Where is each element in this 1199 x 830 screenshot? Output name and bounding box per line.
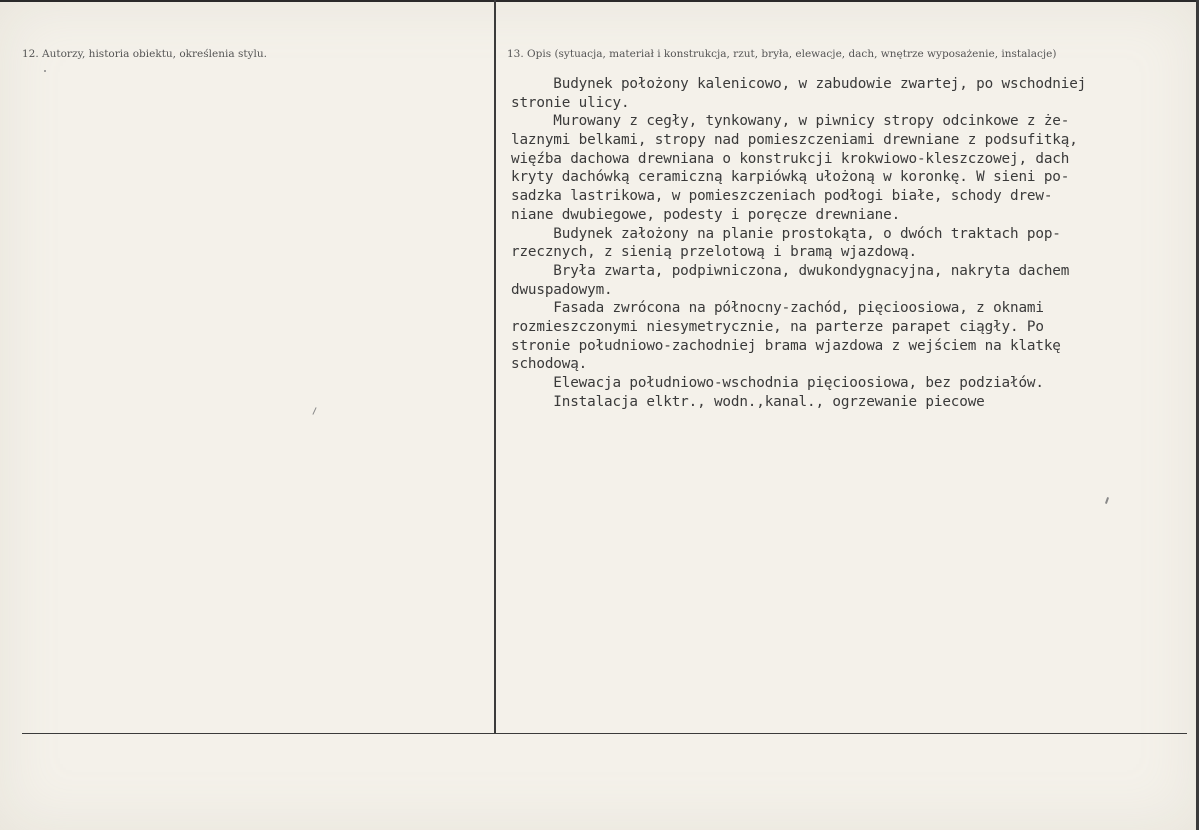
description-line: niane dwubiegowe, podesty i poręcze drewniane.	[511, 206, 901, 223]
paper-speck	[312, 407, 316, 415]
description-line: Budynek położony kalenicowo, w zabudowie zwartej, po wschodniej	[511, 76, 1087, 92]
paper-speck	[1105, 497, 1109, 504]
field-12-label: 12. Autorzy, historia obiektu, określenia stylu.	[22, 48, 267, 60]
description-text	[511, 75, 1191, 411]
description-line: sadzka lastrikowa, w pomieszczeniach podłogi białe, schody drew-	[511, 188, 1053, 205]
description-line: Budynek założony na planie prostokąta, o dwóch traktach pop-	[511, 225, 1061, 242]
description-line: więźba dachowa drewniana o konstrukcji krokwiowo-kleszczowej, dach	[511, 150, 1070, 167]
description-line: Instalacja elktr., wodn.,kanal., ogrzewanie piecowe	[511, 393, 985, 410]
column-divider	[494, 0, 496, 733]
bottom-rule	[22, 733, 1187, 734]
field-13-label: 13. Opis (sytuacja, materiał i konstrukcja, rzut, bryła, elewacje, dach, wnętrze wyposażenie, instalacje)	[507, 48, 1057, 60]
description-line: Elewacja południowo-wschodnia pięcioosiowa, bez podziałów.	[511, 375, 1044, 391]
description-line: schodową.	[511, 356, 588, 373]
description-line: Bryła zwarta, podpiwniczona, dwukondygnacyjna, nakryta dachem	[511, 262, 1070, 279]
description-line: kryty dachówką ceramiczną karpiówką ułożoną w koronkę. W sieni po-	[511, 169, 1070, 186]
page-top-edge	[0, 0, 1199, 2]
description-line: stronie południowo-zachodniej brama wjazdowa z wejściem na klatkę	[511, 337, 1061, 354]
description-line: rozmieszczonymi niesymetrycznie, na parterze parapet ciągły. Po	[511, 318, 1044, 335]
description-line: dwuspadowym.	[511, 281, 613, 298]
description-line: Murowany z cegły, tynkowany, w piwnicy stropy odcinkowe z że-	[511, 113, 1070, 130]
description-line: laznymi belkami, stropy nad pomieszczeniami drewniane z podsufitką,	[511, 132, 1078, 149]
description-line: rzecznych, z sienią przelotową i bramą wjazdową.	[511, 244, 917, 261]
description-line: Fasada zwrócona na północny-zachód, pięcioosiowa, z oknami	[511, 300, 1044, 317]
paper-speck	[44, 70, 46, 72]
description-line: stronie ulicy.	[511, 94, 630, 111]
